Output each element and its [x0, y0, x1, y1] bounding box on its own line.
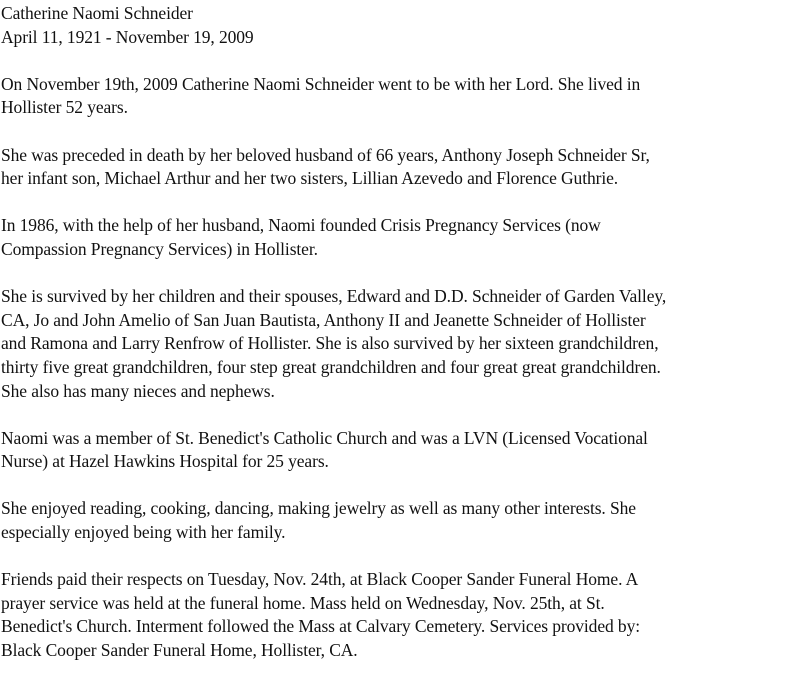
- text-line: Naomi was a member of St. Benedict's Catholic Church and was a LVN (Licensed Vocational: [1, 427, 648, 448]
- text-line: prayer service was held at the funeral home. Mass held on Wednesday, Nov. 25th, at St.: [1, 592, 605, 613]
- text-line: and Ramona and Larry Renfrow of Hollister. She is also survived by her sixteen grandchildren,: [1, 333, 659, 354]
- text-line: her infant son, Michael Arthur and her two sisters, Lillian Azevedo and Florence Guthrie.: [1, 168, 619, 189]
- obituary-header: [1, 2, 797, 49]
- paragraph-services: [1, 568, 797, 662]
- text-line: Hollister 52 years.: [1, 97, 128, 118]
- paragraph-interests: [1, 497, 797, 544]
- text-line: She is survived by her children and their spouses, Edward and D.D. Schneider of Garden Valley,: [1, 286, 667, 307]
- text-line: On November 19th, 2009 Catherine Naomi Schneider went to be with her Lord. She lived in: [1, 73, 641, 94]
- text-line: Friends paid their respects on Tuesday, Nov. 24th, at Black Cooper Sander Funeral Home. A: [1, 569, 639, 590]
- text-line: especially enjoyed being with her family.: [1, 522, 286, 543]
- text-line: CA, Jo and John Amelio of San Juan Bautista, Anthony II and Jeanette Schneider of Hollister: [1, 309, 646, 330]
- paragraph-founded-services: [1, 214, 797, 261]
- text-line: In 1986, with the help of her husband, Naomi founded Crisis Pregnancy Services (now: [1, 215, 601, 236]
- text-line: Compassion Pregnancy Services) in Hollister.: [1, 238, 318, 259]
- deceased-name: Catherine Naomi Schneider: [1, 3, 193, 23]
- text-line: thirty five great grandchildren, four step great grandchildren and four great great grandchildren.: [1, 356, 661, 377]
- text-line: Benedict's Church. Interment followed the Mass at Calvary Cemetery. Services provided by:: [1, 616, 640, 637]
- paragraph-preceded-in-death: [1, 144, 797, 191]
- life-dates: April 11, 1921 - November 19, 2009: [1, 26, 254, 47]
- text-line: Nurse) at Hazel Hawkins Hospital for 25 years.: [1, 451, 329, 472]
- text-line: She enjoyed reading, cooking, dancing, making jewelry as well as many other interests. She: [1, 498, 636, 519]
- text-line: Black Cooper Sander Funeral Home, Hollister, CA.: [1, 640, 358, 661]
- paragraph-passing: [1, 73, 797, 120]
- text-line: She was preceded in death by her beloved husband of 66 years, Anthony Joseph Schneider Sr,: [1, 144, 650, 165]
- obituary-document: [1, 2, 797, 686]
- paragraph-church-and-career: [1, 427, 797, 474]
- paragraph-survived-by: [1, 285, 797, 403]
- text-line: She also has many nieces and nephews.: [1, 380, 275, 401]
